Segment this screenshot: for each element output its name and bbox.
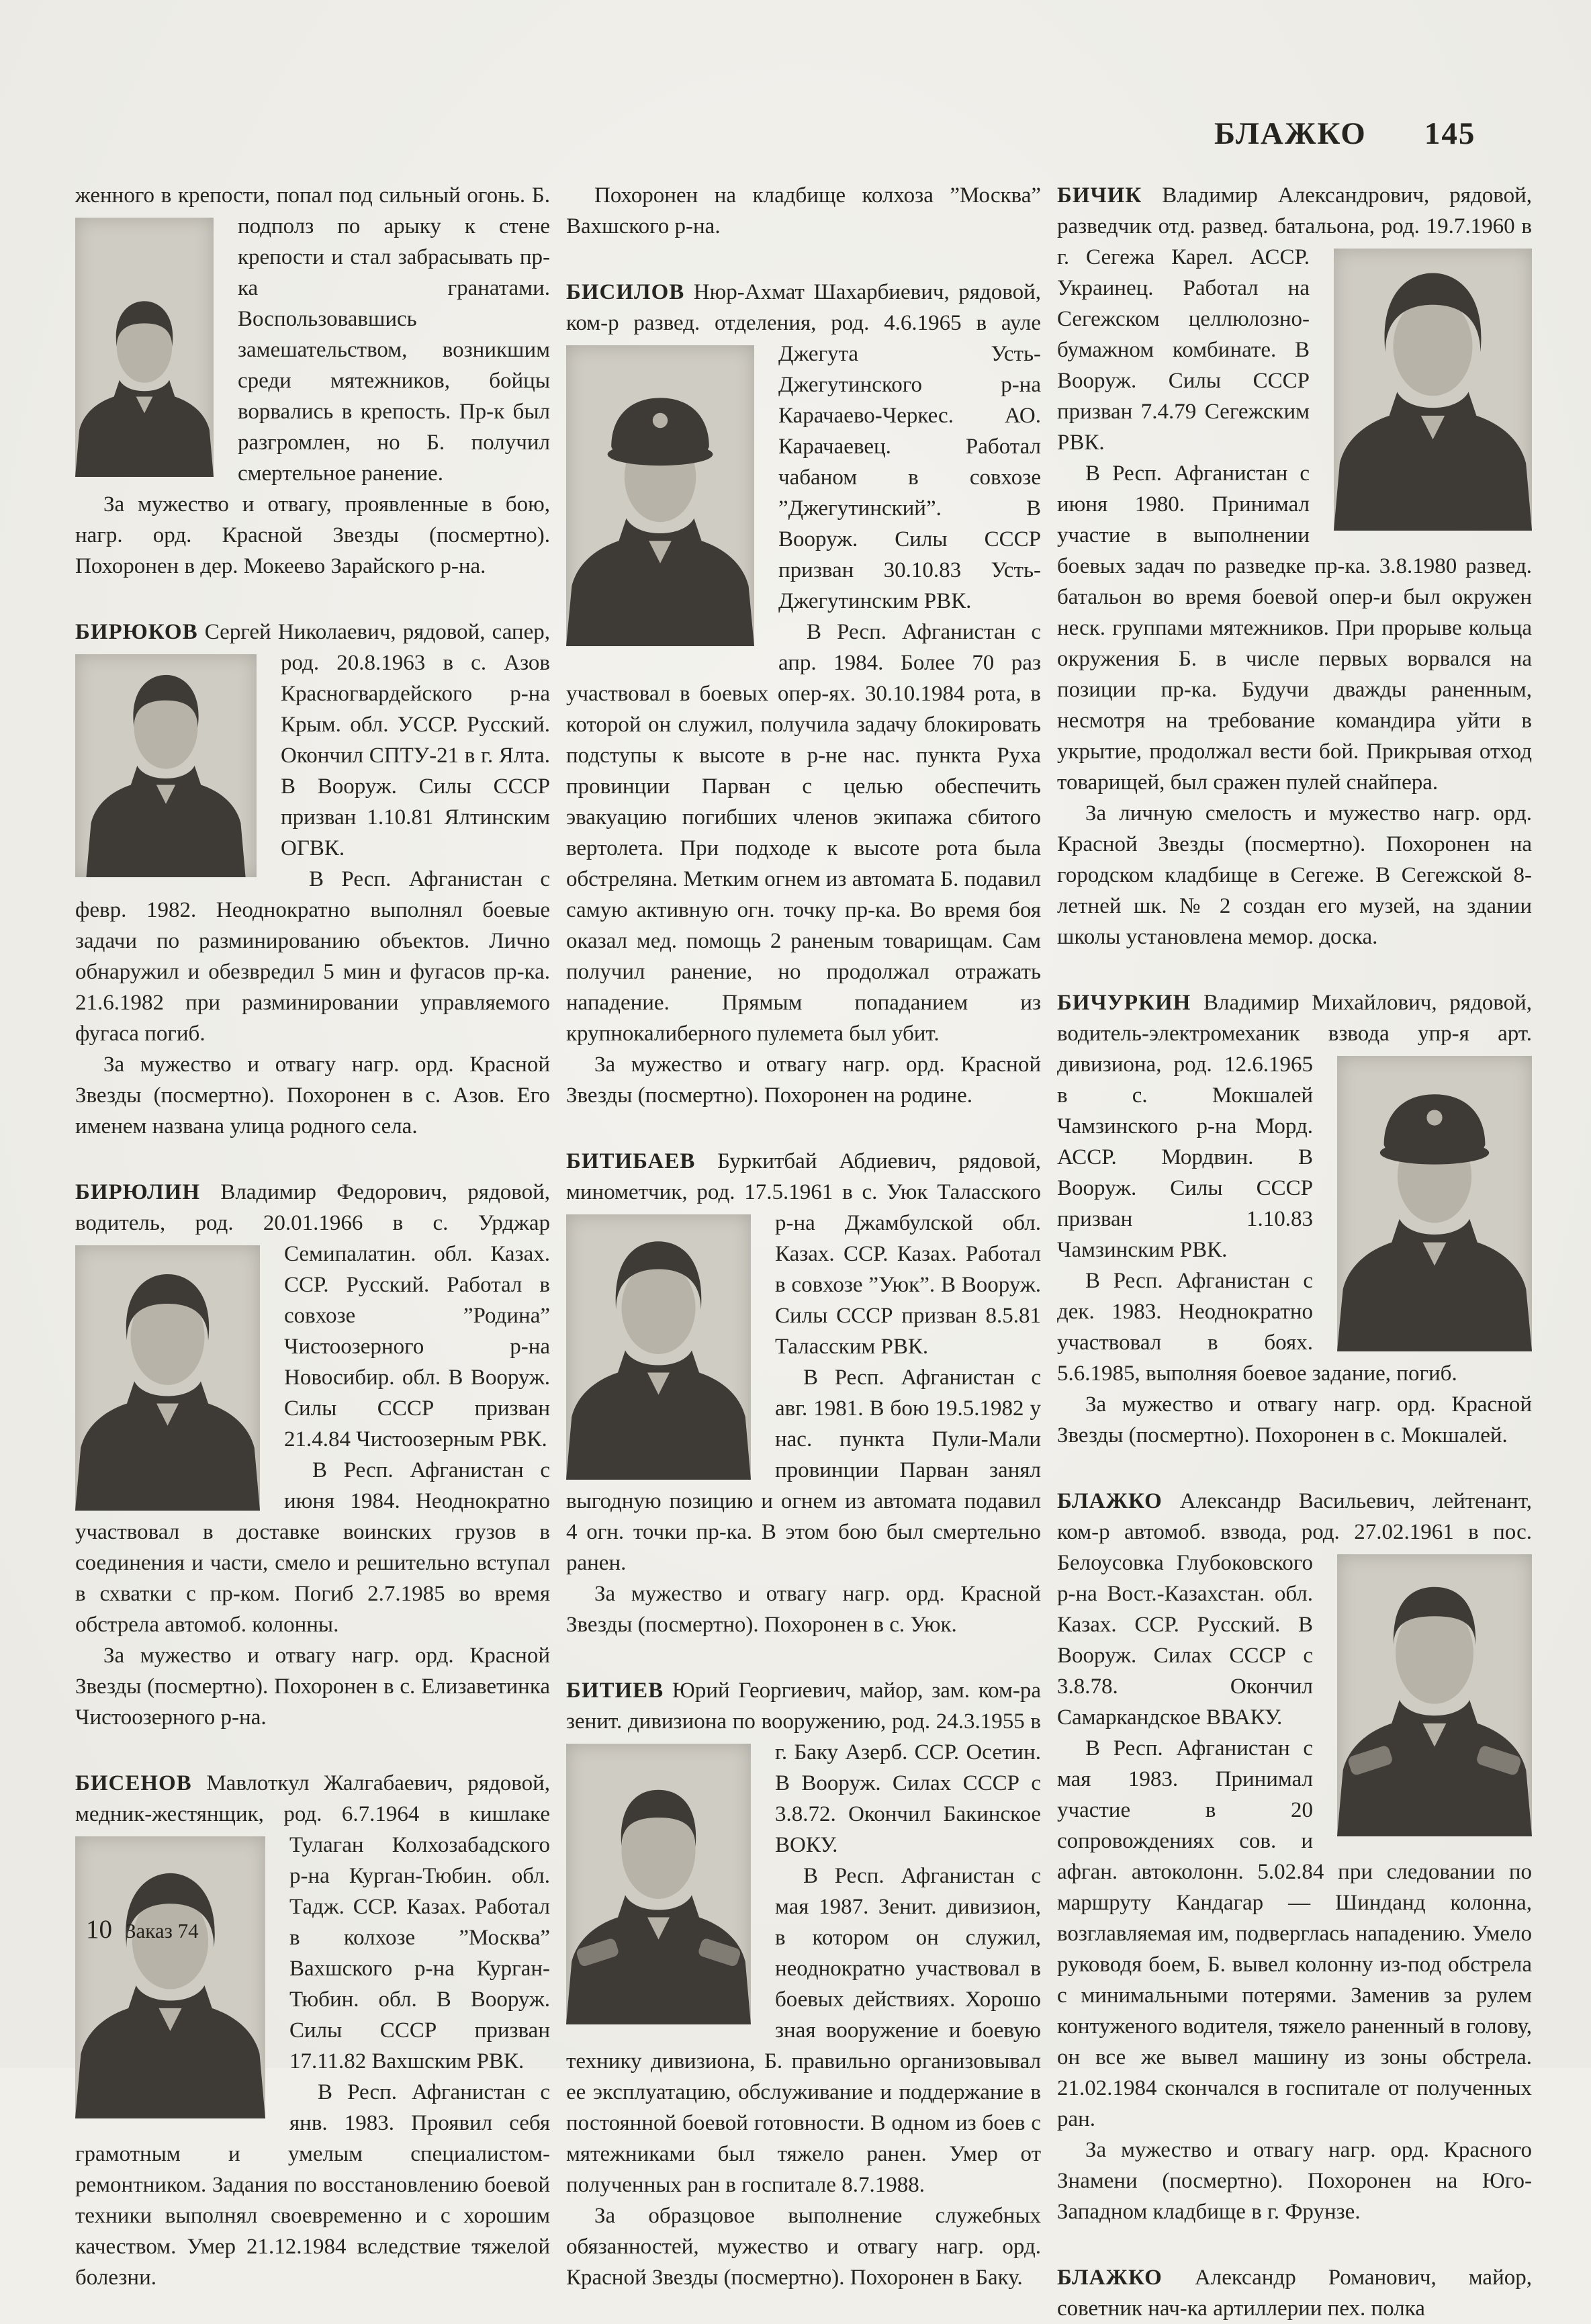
- entry-text: Мавлоткул Жалгабаевич, рядовой, медник-жестянщик, род. 6.7.1964 в кишлаке: [75, 1771, 551, 1826]
- entry-surname: БИСЕНОВ: [75, 1771, 192, 1795]
- entry-paragraph: [566, 277, 1041, 617]
- entry-text: арт. дивизиона, род. 12.6.1965 в с. Мокшалей Чамзинского р-на Морд. АССР. Мордвин. В Вооруж. Силы СССР призван 1.10.83 Чамзинским РВК.: [1057, 1022, 1532, 1262]
- portrait-photo: [566, 345, 754, 646]
- entry-bitiev: [566, 1675, 1041, 2293]
- entry-text: Юрий Георгиевич, майор, зам. ком-ра зенит. дивизиона по вооружению,: [566, 1679, 1041, 1734]
- entry-text: Нюр-Ахмат Шахарбиевич, рядовой, ком-р развед. отделения, род.: [566, 280, 1042, 335]
- column-3: [1057, 180, 1532, 2324]
- entry-text: Владимир Федорович, рядовой, водитель, род. 20.01.1966 в с. Урджар: [75, 1180, 550, 1235]
- entry-text: женного в крепости, попал под сильный огонь. Б. подполз по арыку к стене: [75, 183, 550, 238]
- entry-continuation: [75, 180, 550, 582]
- entry-paragraph: В Респ. Афганистан с февр. 1982. Неоднократно выполнял боевые задачи по разминированию объектов. Лично обнаружил и обезвредил 5 мин и фугасов пр-ка. 21.6.1982 при разминировании управляемого фугаса погиб.: [75, 867, 550, 1046]
- entry-paragraph: В Респ. Афганистан с июня 1984. Неоднократно участвовал в доставке воинских грузов в соединения и части, смело и решительно вступал в схватки с пр-ком. Погиб 2.7.1985 во время обстрела автомоб. колонны.: [75, 1458, 550, 1637]
- entry-bisenov: [75, 1768, 550, 2293]
- column-2: [566, 180, 1041, 2324]
- entry-paragraph: За мужество и отвагу, проявленные в бою, нагр. орд. Красной Звезды (посмертно). Похоронен в дер. Мокеево Зарайского р-на.: [75, 492, 550, 578]
- entry-paragraph: За мужество и отвагу нагр. орд. Красной Звезды (посмертно). Похоронен в с. Азов. Его именем названа улица родного села.: [75, 1053, 550, 1138]
- entry-paragraph: [1057, 987, 1532, 1265]
- entry-paragraph: [566, 1675, 1041, 1861]
- entry-text: 4.6.1965 в ауле Джегута Усть-Джегутинского р-на Карачаево-Черкес. АО. Карачаевец. Работал чабаном в совхозе ”Джегутинский”. В Вооруж. Силы СССР призван 30.10.83 Усть-Джегутинским РВК.: [778, 311, 1042, 613]
- portrait-photo: [1337, 1056, 1532, 1351]
- entry-biryukov: [75, 617, 550, 1142]
- print-footer: [86, 1914, 199, 1945]
- entry-paragraph: За личную смелость и мужество нагр. орд. Красной Звезды (посмертно). Похоронен на городском кладбище в Сегеже. В Сегежской 8-летней шк. № 2 создан его музей, на здании школы установлена мемор. доска.: [1057, 801, 1532, 949]
- entry-surname: БИРЮКОВ: [75, 620, 198, 644]
- soldier-silhouette-icon: [75, 1245, 260, 1511]
- entry-paragraph: [75, 1177, 550, 1455]
- entry-text: род. 19.7.1960 в г. Сегежа Карел. АССР. Украинец. Работал на Сегежском целлюлозно-бумажном комбинате. В Вооруж. Силы СССР призван 7.4.79 Сегежским РВК.: [1057, 214, 1533, 455]
- entry-paragraph: За мужество и отвагу нагр. орд. Красной Звезды (посмертно). Похоронен в с. Елизаветинка Чистоозерного р-на.: [75, 1644, 550, 1730]
- entry-paragraph: [75, 617, 550, 864]
- entry-text: род. 24.3.1955 в г. Баку Азерб. ССР. Осетин. В Вооруж. Силах СССР с 3.8.72. Окончил Бакинское ВОКУ.: [775, 1709, 1042, 1857]
- entry-paragraph: За мужество и отвагу нагр. орд. Красной Звезды (посмертно). Похоронен в с. Уюк.: [566, 1582, 1041, 1637]
- entry-text: крепости и стал забрасывать пр-ка гранатами. Воспользовавшись замешательством, возникшим среди мятежников, бойцы ворвались в крепость. Пр-к был разгромлен, но Б. получил смертельное ранение.: [238, 245, 550, 486]
- entry-paragraph: [1057, 1486, 1532, 1733]
- entry-paragraph: В Респ. Афганистан с дек. 1983. Неоднократно участвовал в боях. 5.6.1985, выполняя боевое задание, погиб.: [1057, 1269, 1457, 1386]
- footer-sheet-number: 10: [86, 1915, 112, 1944]
- entry-surname: БИЧУРКИН: [1057, 991, 1191, 1015]
- entry-bisilov: [566, 277, 1041, 1111]
- entry-text: Сергей Николаевич, рядовой, сапер, род. 20.8.1963 в с. Азов: [204, 620, 550, 675]
- entry-surname: БИСИЛОВ: [566, 280, 685, 304]
- entry-surname: БИЧИК: [1057, 183, 1142, 208]
- entry-paragraph: [75, 180, 550, 489]
- footer-order-number: Заказ 74: [126, 1919, 199, 1942]
- entry-paragraph: В Респ. Афганистан с мая 1987. Зенит. дивизион, в котором он служил, неоднократно участвовал в боевых действиях. Хорошо зная вооружение и боевую технику дивизиона, Б. правильно организовывал ее эксплуатацию, обслуживание и поддержание в постоянной боевой готовности. В одном из боев с мятежниками был тяжело ранен. Умер от полученных ран в госпитале 8.7.1988.: [566, 1864, 1041, 2197]
- page-number: 145: [1424, 116, 1476, 151]
- entry-text: Тулаган Колхозабадского р-на Курган-Тюбин. обл. Тадж. ССР. Казах. Работал в колхозе ”Москва” Вахшского р-на Курган-Тюбин. обл. В Вооруж. Силы СССР призван 17.11.82 Вахшским РВК.: [289, 1833, 550, 2073]
- entry-text: Александр Васильевич, лейтенант, ком-р автомоб. взвода, род.: [1057, 1489, 1532, 1544]
- portrait-photo: [1334, 249, 1532, 531]
- entry-text: Владимир Михайлович, рядовой, водитель-электромеханик взвода упр-я: [1057, 991, 1532, 1046]
- entry-text: Красногвардейского р-на Крым. обл. УССР. Русский. Окончил СПТУ-21 в г. Ялта. В Вооруж. Силы СССР призван 1.10.81 Ялтинским ОГВК.: [281, 682, 550, 860]
- entry-text: Семипалатин. обл. Казах. ССР. Русский. Работал в совхозе ”Родина” Чистоозерного р-на Новосибир. обл. В Вооруж. Силы СССР призван 21.4.84 Чистоозерным РВК.: [284, 1242, 550, 1451]
- soldier-in-cap-silhouette-icon: [1337, 1056, 1532, 1351]
- officer-silhouette-icon: [1337, 1554, 1532, 1836]
- entry-paragraph: [566, 1146, 1041, 1362]
- entry-paragraph: В Респ. Афганистан с янв. 1983. Проявил себя грамотным и умелым специалистом-ремонтником. Задания по восстановлению боевой техники выполнял своевременно и с хорошим качеством. Умер 21.12.1984 вследствие тяжелой болезни.: [75, 2080, 550, 2290]
- entry-paragraph: За мужество и отвагу нагр. орд. Красного Знамени (посмертно). Похоронен на Юго-Западном кладбище в г. Фрунзе.: [1057, 2138, 1532, 2224]
- entry-paragraph: В Респ. Афганистан с авг. 1981. В бою 19.5.1982 у нас. пункта Пули-Мали провинции Парван занял выгодную позицию и огнем из автомата подавил 4 огн. точки пр-ка. В этом бою был смертельно ранен.: [566, 1366, 1041, 1575]
- entry-text: Буркитбай Абдиевич, рядовой, минометчик, род. 17.5.1961 в с. Уюк: [566, 1149, 1041, 1204]
- entry-surname: БИТИБАЕВ: [566, 1149, 696, 1173]
- running-head: [1214, 116, 1475, 152]
- soldier-silhouette-icon: [75, 1836, 265, 2118]
- entry-paragraph: За мужество и отвагу нагр. орд. Красной Звезды (посмертно). Похоронен в с. Мокшалей.: [1057, 1392, 1532, 1447]
- entry-paragraph: [1057, 2262, 1532, 2324]
- entry-biryulin: [75, 1177, 550, 1733]
- entry-surname: БИТИЕВ: [566, 1679, 664, 1703]
- text-columns: [75, 180, 1533, 2324]
- entry-paragraph: За образцовое выполнение служебных обязанностей, мужество и отвагу нагр. орд. Красной Звезды (посмертно). Похоронен в Баку.: [566, 2204, 1041, 2290]
- entry-paragraph: За мужество и отвагу нагр. орд. Красной Звезды (посмертно). Похоронен на родине.: [566, 1053, 1041, 1108]
- entry-bichurkin: [1057, 987, 1532, 1451]
- running-head-word: БЛАЖКО: [1214, 116, 1367, 151]
- entry-bichik: [1057, 180, 1532, 952]
- entry-text: 27.02.1961 в пос. Белоусовка Глубоковского р-на Вост.-Казахстан. обл. Казах. ССР. Русский. В Вооруж. Силах СССР с 3.8.78. Окончил Самаркандское ВВАКУ.: [1057, 1520, 1532, 1730]
- entry-paragraph: Похоронен на кладбище колхоза ”Москва” Вахшского р-на.: [566, 183, 1041, 238]
- entry-bisenov-continuation: [566, 180, 1041, 242]
- entry-blazhko-av: [1057, 1486, 1532, 2227]
- entry-text: Александр Романович, майор, советник нач-ка артиллерии пех. полка: [1057, 2266, 1532, 2321]
- soldier-silhouette-icon: [75, 654, 257, 877]
- portrait-photo: [566, 1744, 751, 2024]
- entry-surname: БЛАЖКО: [1057, 2266, 1163, 2290]
- entry-surname: БЛАЖКО: [1057, 1489, 1163, 1513]
- entry-paragraph: В Респ. Афганистан с апр. 1984. Более 70 раз участвовал в боевых опер-ях. 30.10.1984 рота, в которой он служил, получила задачу блокировать подступы к высоте в р-не нас. пункта Руха провинции Парван с целью обеспечить эвакуацию погибших членов экипажа сбитого вертолета. При подходе к высоте рота была обстреляна. Метким огнем из автомата Б. подавил самую активную огн. точку пр-ка. Во время боя оказал мед. помощь 2 раненым товарищам. Сам получил ранение, но продолжал отражать нападение. Прямым попаданием из крупнокалиберного пулемета был убит.: [566, 620, 1041, 1046]
- officer-silhouette-icon: [566, 1744, 751, 2024]
- entry-paragraph: [1057, 180, 1532, 458]
- entry-paragraph: В Респ. Афганистан с июня 1980. Принимал участие в выполнении боевых задач по разведке пр-ка. 3.8.1980 развед. батальон во время боевой опер-и был окружен неск. группами мятежников. При прорыве кольца окружения Б. в числе первых ворвался на позиции пр-ка. Будучи дважды раненным, несмотря на требование командира уйти в укрытие, продолжал вести бой. Прикрывая отход товарищей, был сражен пулей снайпера.: [1057, 461, 1532, 795]
- entry-bitibaev: [566, 1146, 1041, 1640]
- entry-blazhko-ar: [1057, 2262, 1532, 2324]
- soldier-in-cap-silhouette-icon: [566, 345, 754, 646]
- soldier-silhouette-icon: [566, 1214, 751, 1480]
- entry-surname: БИРЮЛИН: [75, 1180, 201, 1204]
- portrait-photo: [75, 218, 214, 477]
- column-1: [75, 180, 550, 2324]
- soldier-silhouette-icon: [1334, 249, 1532, 531]
- entry-paragraph: В Респ. Афганистан с мая 1983. Принимал участие в 20 сопровождениях сов. и афган. автоколонн. 5.02.84 при следовании по маршруту Кандагар — Шинданд колонна, возглавляемая им, подверглась нападению. Умело руководя боем, Б. вывел колонну из-под обстрела с минимальными потерями. Заменив за рулем контуженого водителя, тяжело раненный в голову, он все же вывел машину из зоны обстрела. 21.02.1984 скончался в госпитале от полученных ран.: [1057, 1736, 1532, 2131]
- portrait-photo: [566, 1214, 751, 1480]
- portrait-photo: [75, 654, 257, 877]
- entry-text: Владимир Александрович, рядовой, разведчик отд. развед. батальона,: [1057, 183, 1533, 238]
- portrait-photo: [75, 1245, 260, 1511]
- soldier-silhouette-icon: [75, 218, 214, 477]
- portrait-photo: [1337, 1554, 1532, 1836]
- entry-text: Таласского р-на Джамбулской обл. Казах. ССР. Казах. Работал в совхозе ”Уюк”. В Вооруж. Силы СССР призван 8.5.81 Таласским РВК.: [775, 1180, 1041, 1359]
- portrait-photo: [75, 1836, 265, 2118]
